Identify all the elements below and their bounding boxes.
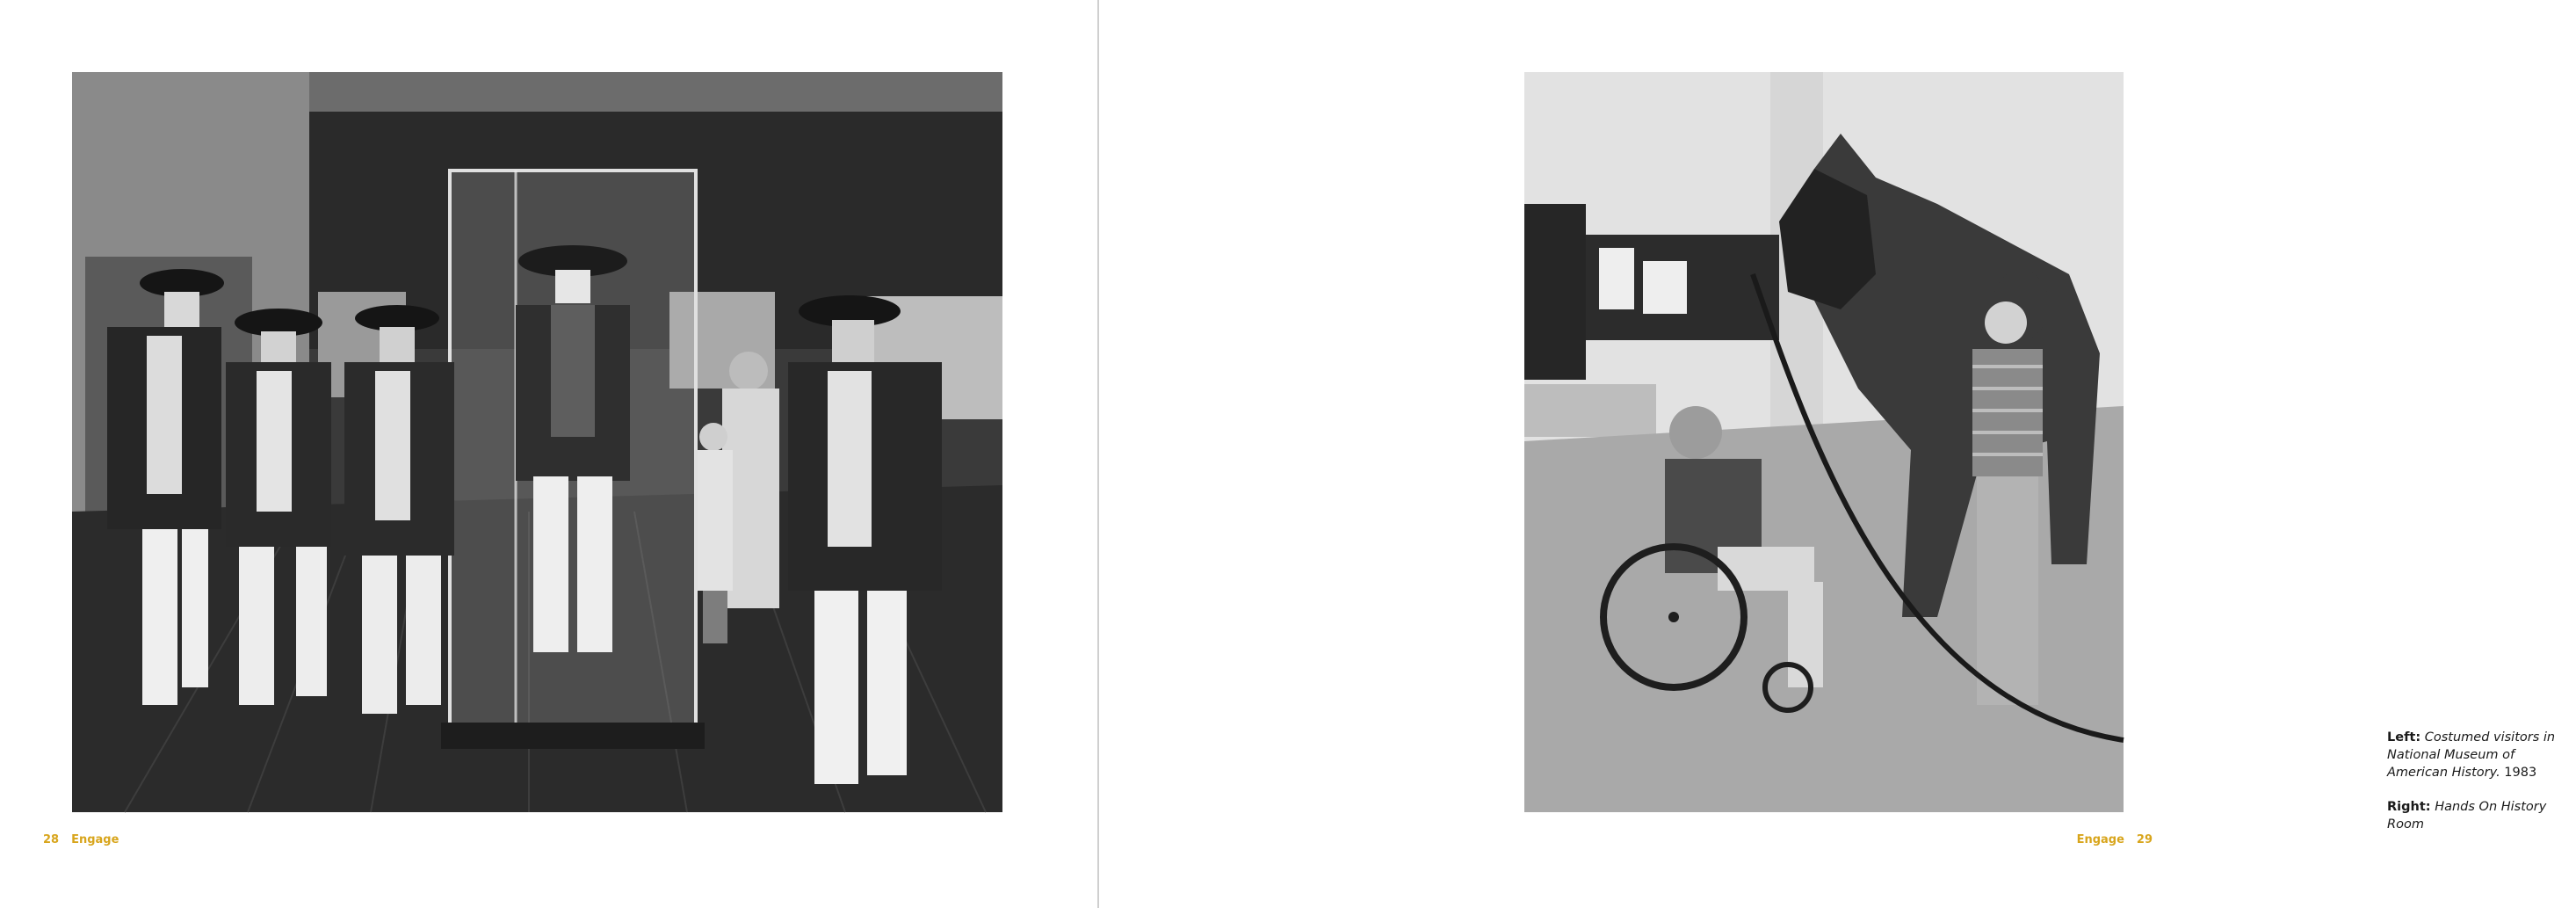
folio-right [2077, 833, 2153, 846]
folio-left [43, 833, 119, 846]
caption-left-text: Costumed visitors in National Museum of American History. [2387, 730, 2556, 780]
page-number-right: 29 [2136, 833, 2153, 846]
photo-costumed-visitors-image [72, 72, 1002, 812]
caption-right-text: Hands On History Room [2387, 800, 2547, 832]
caption-left-year: 1983 [2504, 766, 2537, 780]
section-title-left: Engage [71, 833, 119, 846]
page-number-left: 28 [43, 833, 60, 846]
photo-hands-on-history-room-image [1524, 72, 2124, 812]
section-title-right: Engage [2076, 833, 2124, 846]
caption-right-label: Right: [2387, 800, 2431, 814]
caption-left-label: Left: [2387, 730, 2421, 745]
left-page [0, 0, 1097, 908]
caption-left [2387, 729, 2576, 781]
caption-right [2387, 798, 2576, 833]
photo-hands-on-history-room [1524, 72, 2124, 812]
photo-caption [2387, 729, 2576, 833]
photo-costumed-visitors [72, 72, 1002, 812]
